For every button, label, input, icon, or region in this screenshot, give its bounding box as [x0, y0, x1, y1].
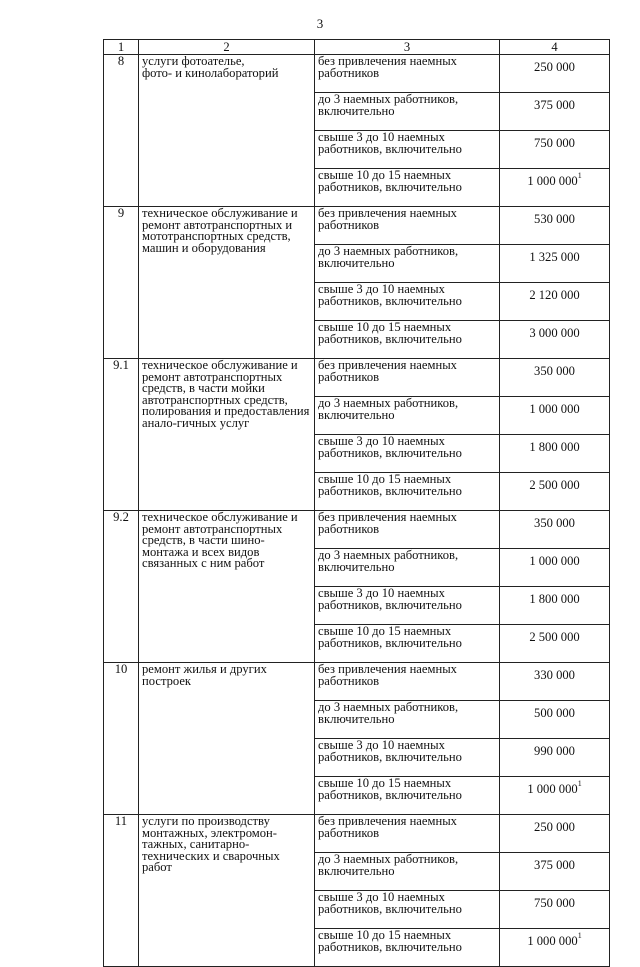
employee-condition: без привлечения наемных работников: [315, 207, 500, 245]
employee-condition: без привлечения наемных работников: [315, 359, 500, 397]
footnote-marker: 1: [577, 930, 582, 940]
activity-name: техническое обслуживание и ремонт автотранспортных средств, в части шино-монтажа и всех видов связанных с ним работ: [139, 511, 315, 663]
income-amount-cell: [500, 625, 610, 663]
income-amount: 250 000: [534, 60, 575, 74]
table-row: [104, 815, 610, 853]
income-amount-cell: [500, 473, 610, 511]
income-amount: 2 500 000: [529, 478, 580, 492]
income-amount-cell: [500, 891, 610, 929]
employee-condition: без привлечения наемных работников: [315, 815, 500, 853]
header-cell-2: 2: [139, 40, 315, 55]
employee-condition: свыше 10 до 15 наемных работников, включительно: [315, 321, 500, 359]
income-amount-cell: [500, 55, 610, 93]
income-amount-cell: [500, 701, 610, 739]
tariff-table: [103, 39, 610, 967]
employee-condition: свыше 3 до 10 наемных работников, включительно: [315, 435, 500, 473]
income-amount-cell: [500, 435, 610, 473]
income-amount: 1 800 000: [529, 592, 580, 606]
income-amount-cell: [500, 245, 610, 283]
page-number: 3: [316, 16, 324, 31]
employee-condition: свыше 10 до 15 наемных работников, включительно: [315, 777, 500, 815]
employee-condition: свыше 3 до 10 наемных работников, включительно: [315, 283, 500, 321]
income-amount-cell: [500, 321, 610, 359]
item-number: 9.1: [104, 359, 139, 511]
employee-condition: до 3 наемных работников, включительно: [315, 701, 500, 739]
footnote-marker: 1: [577, 778, 582, 788]
item-number: 8: [104, 55, 139, 207]
income-amount: 350 000: [534, 516, 575, 530]
employee-condition: свыше 3 до 10 наемных работников, включительно: [315, 587, 500, 625]
item-number: 9: [104, 207, 139, 359]
income-amount: 3 000 000: [529, 326, 580, 340]
table-row: [104, 207, 610, 245]
income-amount-cell: [500, 131, 610, 169]
income-amount: 990 000: [534, 744, 575, 758]
income-amount-cell: [500, 93, 610, 131]
employee-condition: без привлечения наемных работников: [315, 511, 500, 549]
header-cell-4: 4: [500, 40, 610, 55]
activity-name: техническое обслуживание и ремонт автотранспортных и мототранспортных средств, машин и оборудования: [139, 207, 315, 359]
employee-condition: до 3 наемных работников, включительно: [315, 397, 500, 435]
employee-condition: до 3 наемных работников, включительно: [315, 93, 500, 131]
income-amount: 1 000 000: [529, 402, 580, 416]
income-amount: 750 000: [534, 136, 575, 150]
employee-condition: свыше 10 до 15 наемных работников, включительно: [315, 169, 500, 207]
income-amount: 2 120 000: [529, 288, 580, 302]
header-cell-3: 3: [315, 40, 500, 55]
income-amount: 375 000: [534, 858, 575, 872]
activity-name: услуги по производству монтажных, электромон-тажных, санитарно-технических и сварочных работ: [139, 815, 315, 967]
item-number: 11: [104, 815, 139, 967]
income-amount: 330 000: [534, 668, 575, 682]
income-amount: 1 000 000: [527, 174, 578, 188]
income-amount-cell: [500, 663, 610, 701]
item-number: 10: [104, 663, 139, 815]
header-cell-1: 1: [104, 40, 139, 55]
employee-condition: свыше 10 до 15 наемных работников, включительно: [315, 929, 500, 967]
income-amount-cell: [500, 587, 610, 625]
income-amount-cell: [500, 207, 610, 245]
item-number: 9.2: [104, 511, 139, 663]
employee-condition: свыше 3 до 10 наемных работников, включительно: [315, 891, 500, 929]
income-amount-cell: [500, 815, 610, 853]
income-amount: 1 800 000: [529, 440, 580, 454]
income-amount-cell: [500, 549, 610, 587]
income-amount-cell: [500, 739, 610, 777]
table-row: [104, 359, 610, 397]
employee-condition: свыше 10 до 15 наемных работников, включительно: [315, 625, 500, 663]
employee-condition: свыше 3 до 10 наемных работников, включительно: [315, 739, 500, 777]
income-amount: 750 000: [534, 896, 575, 910]
table-row: [104, 511, 610, 549]
income-amount-cell: [500, 853, 610, 891]
employee-condition: до 3 наемных работников, включительно: [315, 549, 500, 587]
employee-condition: свыше 10 до 15 наемных работников, включительно: [315, 473, 500, 511]
income-amount-cell: [500, 169, 610, 207]
table-row: [104, 663, 610, 701]
income-amount: 1 000 000: [527, 782, 578, 796]
income-amount-cell: [500, 511, 610, 549]
income-amount-cell: [500, 777, 610, 815]
employee-condition: без привлечения наемных работников: [315, 663, 500, 701]
income-amount: 250 000: [534, 820, 575, 834]
income-amount: 530 000: [534, 212, 575, 226]
activity-name: техническое обслуживание и ремонт автотранспортных средств, в части мойки автотранспортных средств, полирования и предоставления анало-гичных услуг: [139, 359, 315, 511]
employee-condition: свыше 3 до 10 наемных работников, включительно: [315, 131, 500, 169]
income-amount: 1 000 000: [527, 934, 578, 948]
income-amount: 375 000: [534, 98, 575, 112]
table-body: [104, 40, 610, 967]
employee-condition: до 3 наемных работников, включительно: [315, 853, 500, 891]
income-amount: 2 500 000: [529, 630, 580, 644]
income-amount-cell: [500, 359, 610, 397]
activity-name: ремонт жилья и других построек: [139, 663, 315, 815]
header-row: [104, 40, 610, 55]
income-amount-cell: [500, 397, 610, 435]
table-row: [104, 55, 610, 93]
income-amount: 350 000: [534, 364, 575, 378]
income-amount-cell: [500, 929, 610, 967]
activity-name: услуги фотоателье, фото- и кинолабораторий: [139, 55, 315, 207]
employee-condition: до 3 наемных работников, включительно: [315, 245, 500, 283]
footnote-marker: 1: [577, 170, 582, 180]
income-amount-cell: [500, 283, 610, 321]
employee-condition: без привлечения наемных работников: [315, 55, 500, 93]
income-amount: 500 000: [534, 706, 575, 720]
income-amount: 1 000 000: [529, 554, 580, 568]
income-amount: 1 325 000: [529, 250, 580, 264]
